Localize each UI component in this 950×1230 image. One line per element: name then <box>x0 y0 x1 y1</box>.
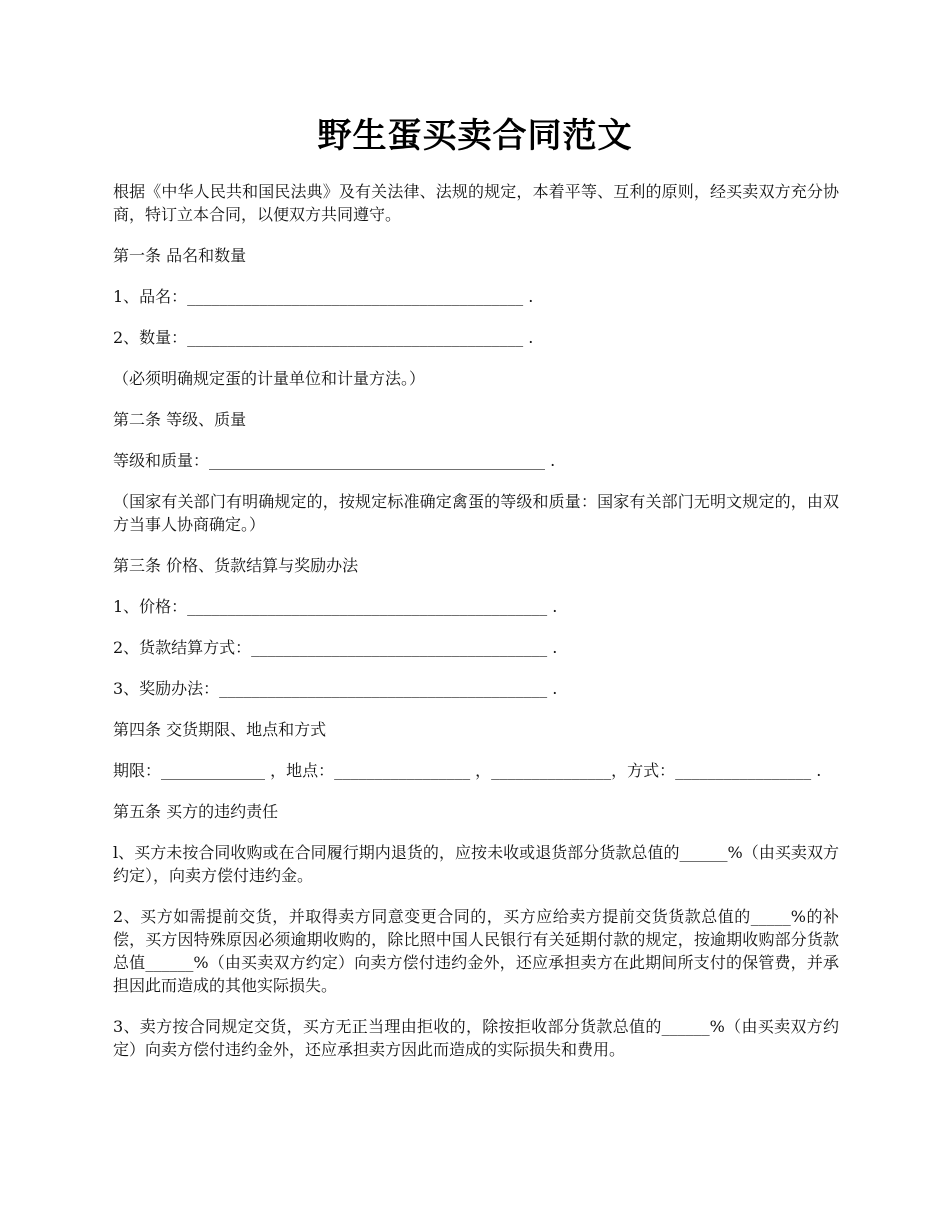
article-1-item-2: 2、数量：__________________________________________ . <box>113 328 534 347</box>
article-3-item-1: 1、价格：_____________________________________________ . <box>113 597 558 616</box>
article-4-item-1: 期限：_____________ ，地点：_________________ ，_______________，方式：_________________ . <box>113 761 822 780</box>
article-3-item-2: 2、货款结算方式：_____________________________________ . <box>113 638 558 657</box>
article-5-item-3: 3、卖方按合同规定交货，买方无正当理由拒收的，除按拒收部分货款总值的______%（由买卖双方约定）向卖方偿付违约金外，还应承担卖方因此而造成的实际损失和费用。 <box>113 1017 839 1059</box>
article-1-item-1: 1、品名：__________________________________________ . <box>113 287 534 306</box>
article-3-heading: 第三条 价格、货款结算与奖励办法 <box>113 556 359 575</box>
intro-paragraph: 根据《中华人民共和国民法典》及有关法律、法规的规定，本着平等、互利的原则，经买卖双方充分协商，特订立本合同，以便双方共同遵守。 <box>113 182 839 224</box>
article-1-heading: 第一条 品名和数量 <box>113 246 247 265</box>
document-title: 野生蛋买卖合同范文 <box>317 116 633 156</box>
document-body <box>113 180 839 1079</box>
article-5-item-2: 2、买方如需提前交货，并取得卖方同意变更合同的，买方应给卖方提前交货货款总值的_____%的补偿，买方因特殊原因必须逾期收购的，除比照中国人民银行有关延期付款的规定，按逾期收购部分货款总值______%（由买卖双方约定）向卖方偿付违约金外，还应承担卖方在此期间所支付的保管费，并承担因此而造成的其他实际损失。 <box>113 907 839 995</box>
article-2-item-1: 等级和质量：__________________________________________ . <box>113 451 556 470</box>
article-1-note: （必须明确规定蛋的计量单位和计量方法。） <box>113 369 426 388</box>
article-2-note: （国家有关部门有明确规定的，按规定标准确定禽蛋的等级和质量：国家有关部门无明文规定的，由双方当事人协商确定。） <box>113 492 839 534</box>
article-5-heading: 第五条 买方的违约责任 <box>113 802 279 821</box>
article-2-heading: 第二条 等级、质量 <box>113 410 247 429</box>
article-5-item-1: l、买方未按合同收购或在合同履行期内退货的，应按未收或退货部分货款总值的______%（由买卖双方约定），向卖方偿付违约金。 <box>113 843 839 885</box>
article-4-heading: 第四条 交货期限、地点和方式 <box>113 720 327 739</box>
article-3-item-3: 3、奖励办法：_________________________________________ . <box>113 679 558 698</box>
